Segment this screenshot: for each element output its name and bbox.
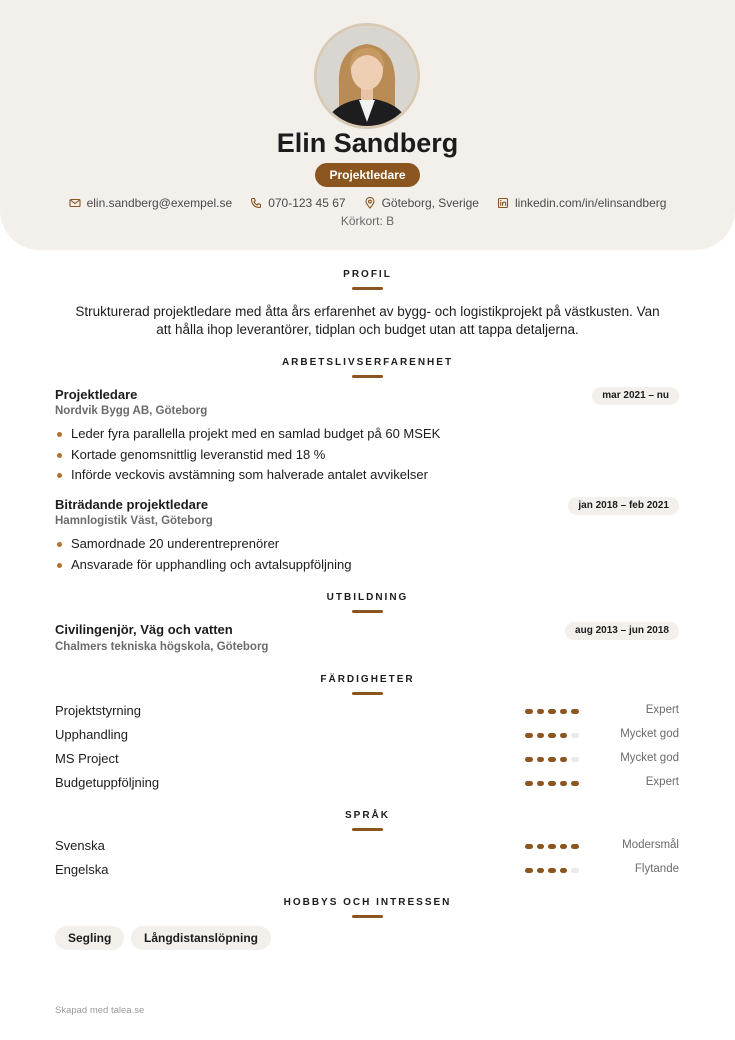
rating-dot-filled — [548, 781, 556, 786]
rating-dot-empty — [571, 757, 579, 762]
rating-dot-filled — [571, 781, 579, 786]
rating-dot-filled — [537, 781, 545, 786]
rating-dot-filled — [525, 757, 533, 762]
section-title-hobbies: HOBBYS OCH INTRESSEN — [283, 897, 452, 908]
list-item: Leder fyra parallella projekt med en samlad budget på 60 MSEK — [55, 424, 440, 445]
education-degree: Civilingenjör, Väg och vatten — [55, 622, 233, 637]
contact-phone[interactable] — [250, 195, 345, 211]
rating-dot-filled — [571, 709, 579, 714]
skill-name: Upphandling — [55, 727, 129, 742]
skill-name: MS Project — [55, 751, 119, 766]
rating-dot-filled — [560, 781, 568, 786]
contact-location-text: Göteborg, Sverige — [381, 196, 479, 210]
language-level: Modersmål — [622, 839, 679, 851]
language-name: Svenska — [55, 838, 105, 853]
skill-row — [55, 775, 679, 793]
rating-dot-empty — [571, 868, 579, 873]
rating-dot-filled — [525, 709, 533, 714]
skill-level: Expert — [645, 704, 679, 716]
rating-dot-filled — [560, 733, 568, 738]
rating-dot-filled — [548, 844, 556, 849]
skill-row — [55, 751, 679, 769]
rating-dot-filled — [537, 757, 545, 762]
rating-dot-filled — [560, 844, 568, 849]
list-item: Samordnade 20 underentreprenörer — [55, 534, 351, 555]
language-rating — [525, 868, 579, 873]
skill-level: Mycket god — [620, 752, 679, 764]
job-title: Biträdande projektledare — [55, 497, 209, 512]
skill-rating — [525, 757, 579, 762]
skill-level: Expert — [645, 776, 679, 788]
skill-rating — [525, 733, 579, 738]
job-title: Projektledare — [55, 387, 138, 402]
contact-location — [364, 195, 479, 211]
section-divider — [352, 375, 383, 378]
linkedin-icon — [497, 197, 509, 209]
list-item: Införde veckovis avstämning som halverade antalet avvikelser — [55, 465, 440, 486]
rating-dot-filled — [525, 781, 533, 786]
rating-dot-filled — [548, 757, 556, 762]
job-company: Hamnlogistik Väst, Göteborg — [55, 515, 213, 527]
language-row — [55, 862, 679, 880]
rating-dot-filled — [560, 868, 568, 873]
rating-dot-empty — [571, 733, 579, 738]
contact-email[interactable] — [69, 195, 233, 211]
language-level: Flytande — [634, 863, 679, 875]
profile-photo — [317, 26, 417, 126]
section-title-experience: ARBETSLIVSERFARENHET — [281, 357, 454, 368]
skill-row — [55, 703, 679, 721]
date-pill: mar 2021 – nu — [592, 387, 679, 405]
date-pill: aug 2013 – jun 2018 — [565, 622, 679, 640]
rating-dot-filled — [560, 757, 568, 762]
section-divider — [352, 828, 383, 831]
rating-dot-filled — [548, 868, 556, 873]
list-item: Kortade genomsnittlig leveranstid med 18 % — [55, 445, 440, 466]
skill-row — [55, 727, 679, 745]
date-pill: jan 2018 – feb 2021 — [568, 497, 679, 515]
skill-level: Mycket god — [620, 728, 679, 740]
skill-rating — [525, 709, 579, 714]
job-company: Nordvik Bygg AB, Göteborg — [55, 405, 208, 417]
section-title-languages: SPRÅK — [344, 810, 390, 821]
rating-dot-filled — [525, 733, 533, 738]
section-title-education: UTBILDNING — [326, 592, 409, 603]
contact-email-text: elin.sandberg@exempel.se — [86, 196, 233, 210]
hobby-tag: Segling — [55, 926, 124, 950]
section-divider — [352, 692, 383, 695]
rating-dot-filled — [525, 844, 533, 849]
candidate-name: Elin Sandberg — [276, 128, 459, 158]
language-row — [55, 838, 679, 856]
section-divider — [352, 610, 383, 613]
rating-dot-filled — [537, 709, 545, 714]
skill-name: Projektstyrning — [55, 703, 141, 718]
location-pin-icon — [364, 197, 376, 209]
footer-credit[interactable]: Skapad med talea.se — [55, 1005, 145, 1016]
skill-rating — [525, 781, 579, 786]
rating-dot-filled — [548, 709, 556, 714]
mail-icon — [69, 197, 81, 209]
rating-dot-filled — [548, 733, 556, 738]
section-title-skills: FÄRDIGHETER — [320, 674, 415, 685]
contact-phone-text: 070-123 45 67 — [268, 196, 346, 210]
rating-dot-filled — [537, 733, 545, 738]
phone-icon — [250, 197, 262, 209]
contact-list — [0, 195, 735, 211]
language-name: Engelska — [55, 862, 109, 877]
avatar — [314, 23, 420, 129]
role-badge: Projektledare — [315, 163, 420, 187]
contact-linkedin-text: linkedin.com/in/elinsandberg — [514, 196, 667, 210]
rating-dot-filled — [537, 844, 545, 849]
job-bullets — [55, 424, 440, 486]
section-divider — [352, 287, 383, 290]
rating-dot-filled — [560, 709, 568, 714]
section-divider — [352, 915, 383, 918]
contact-linkedin[interactable] — [497, 195, 666, 211]
language-rating — [525, 844, 579, 849]
profile-summary: Strukturerad projektledare med åtta års erfarenhet av bygg- och logistikprojekt på västkusten. Van att hålla ihop leverantörer, tidplan och budget utan att tappa detaljerna. — [75, 304, 660, 337]
header-banner — [0, 0, 735, 250]
rating-dot-filled — [537, 868, 545, 873]
rating-dot-filled — [571, 844, 579, 849]
skill-name: Budgetuppföljning — [55, 775, 160, 790]
job-bullets — [55, 534, 351, 575]
list-item: Ansvarade för upphandling och avtalsuppföljning — [55, 555, 351, 576]
section-title-profile: PROFIL — [343, 269, 392, 280]
driving-license: Körkort: B — [340, 214, 395, 228]
education-school: Chalmers tekniska högskola, Göteborg — [55, 641, 269, 653]
hobby-tag: Långdistanslöpning — [131, 926, 271, 950]
rating-dot-filled — [525, 868, 533, 873]
